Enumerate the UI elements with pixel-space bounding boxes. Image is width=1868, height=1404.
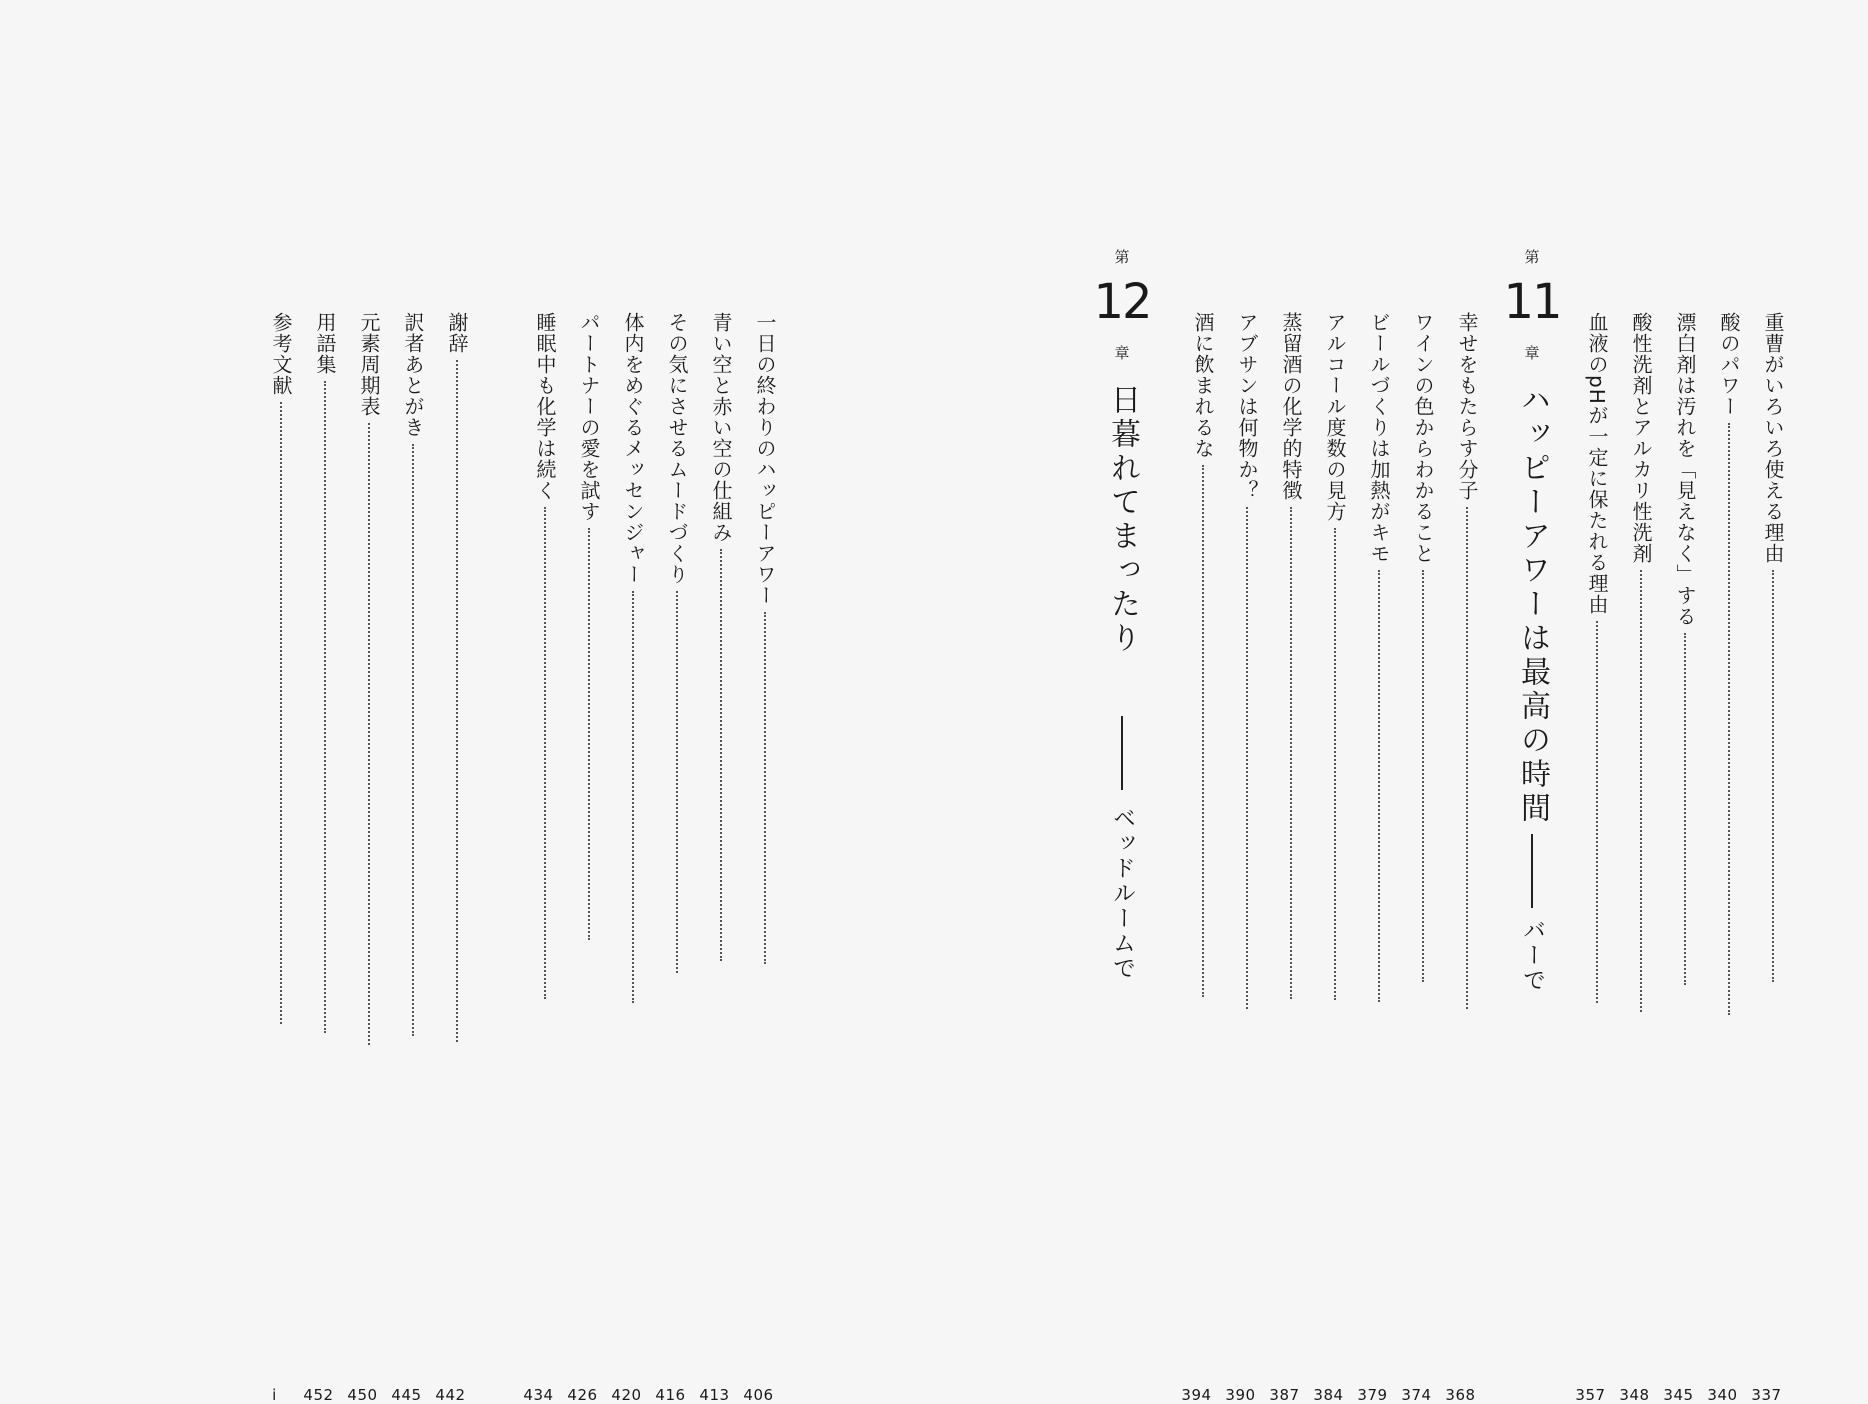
toc-entry-title: 元素周期表: [357, 312, 381, 417]
toc-entry-title: 参考文献: [269, 312, 293, 396]
dot-leader: [1422, 570, 1424, 982]
toc-page-number: 357: [1575, 1386, 1606, 1404]
dot-leader: [588, 528, 590, 940]
dot-leader: [1640, 570, 1642, 1012]
chapter-sho-label: 章: [1524, 344, 1540, 362]
toc-entry-title: 幸せをもたらす分子: [1455, 312, 1479, 501]
chapter-title: 日暮れてまったり: [1105, 384, 1140, 656]
toc-page-number: 426: [567, 1386, 598, 1404]
toc-entry[interactable]: [347, 312, 384, 1404]
toc-entry-title: 酸性洗剤とアルカリ性洗剤: [1629, 312, 1653, 564]
toc-entry[interactable]: [1707, 312, 1744, 1404]
toc-entry-title: アルコール度数の見方: [1323, 312, 1347, 522]
dot-leader: [720, 549, 722, 961]
dot-leader: [1772, 570, 1774, 982]
toc-page-number: 390: [1225, 1386, 1256, 1404]
dot-leader: [324, 381, 326, 1033]
toc-page-number: 340: [1707, 1386, 1738, 1404]
toc-entry[interactable]: [1663, 312, 1700, 1404]
toc-entry-title: ビールづくりは加熱がキモ: [1367, 312, 1391, 564]
toc-entry-title: 漂白剤は汚れを「見えなく」する: [1673, 312, 1697, 627]
toc-entry[interactable]: [1575, 312, 1612, 1404]
toc-page-number: 368: [1445, 1386, 1476, 1404]
dot-leader: [1684, 633, 1686, 985]
chapter-dai-label: 第: [1524, 248, 1540, 266]
toc-page-number: 413: [699, 1386, 730, 1404]
toc-page-number: 345: [1663, 1386, 1694, 1404]
toc-entry[interactable]: [1225, 312, 1262, 1404]
toc-page-number: 420: [611, 1386, 642, 1404]
toc-entry-title: 睡眠中も化学は続く: [533, 312, 557, 501]
toc-entry[interactable]: [1269, 312, 1306, 1404]
toc-entry[interactable]: [303, 312, 340, 1404]
dot-leader: [1290, 507, 1292, 999]
toc-page-number: 442: [435, 1386, 466, 1404]
toc-page-number: 348: [1619, 1386, 1650, 1404]
chapter-subtitle-dash: [1531, 834, 1533, 908]
dot-leader: [456, 360, 458, 1042]
toc-page-number: 379: [1357, 1386, 1388, 1404]
toc-entry[interactable]: [1357, 312, 1394, 1404]
toc-entry[interactable]: [1313, 312, 1350, 1404]
dot-leader: [368, 423, 370, 1045]
toc-entry-title: 訳者あとがき: [401, 312, 425, 438]
dot-leader: [1466, 507, 1468, 1009]
toc-page-number: 452: [303, 1386, 334, 1404]
right-page: [934, 0, 1868, 1404]
toc-page-number: 387: [1269, 1386, 1300, 1404]
toc-page-number: 337: [1751, 1386, 1782, 1404]
toc-entry[interactable]: [266, 312, 296, 1404]
dot-leader: [1334, 528, 1336, 1000]
toc-entry[interactable]: [1401, 312, 1438, 1404]
chapter-subtitle: バーで: [1519, 918, 1545, 993]
toc-entry[interactable]: [1751, 312, 1788, 1404]
toc-entry[interactable]: [699, 312, 736, 1404]
dot-leader: [412, 444, 414, 1036]
chapter-number: 12: [1093, 274, 1151, 330]
toc-entry[interactable]: [1445, 312, 1482, 1404]
toc-entry-title: 用語集: [313, 312, 337, 375]
toc-entry-title: アブサンは何物か？: [1235, 312, 1259, 501]
toc-entry[interactable]: [1619, 312, 1656, 1404]
toc-entry-title: その気にさせるムードづくり: [665, 312, 689, 585]
dot-leader: [1378, 570, 1380, 1002]
toc-entry-title: 酸のパワー: [1717, 312, 1741, 417]
toc-page-number: 406: [743, 1386, 774, 1404]
toc-entry[interactable]: [743, 312, 780, 1404]
dot-leader: [1728, 423, 1730, 1015]
dot-leader: [764, 612, 766, 964]
toc-entry-title: 青い空と赤い空の仕組み: [709, 312, 733, 543]
dot-leader: [280, 402, 282, 1024]
chapter-dai-label: 第: [1114, 248, 1130, 266]
toc-entry[interactable]: [611, 312, 648, 1404]
toc-entry-title: ワインの色からわかること: [1411, 312, 1435, 564]
toc-page-number: 384: [1313, 1386, 1344, 1404]
toc-page-number: 394: [1181, 1386, 1212, 1404]
dot-leader: [1246, 507, 1248, 1009]
dot-leader: [632, 591, 634, 1003]
chapter-11-heading: [1502, 0, 1562, 1350]
toc-page-number: 445: [391, 1386, 422, 1404]
toc-page-number: 434: [523, 1386, 554, 1404]
dot-leader: [544, 507, 546, 999]
toc-entry[interactable]: [523, 312, 560, 1404]
toc-entry[interactable]: [567, 312, 604, 1404]
toc-page-number: 450: [347, 1386, 378, 1404]
toc-page-number: 374: [1401, 1386, 1432, 1404]
toc-entry-title: 蒸留酒の化学的特徴: [1279, 312, 1303, 501]
toc-entry-title: 重曹がいろいろ使える理由: [1761, 312, 1785, 564]
dot-leader: [676, 591, 678, 973]
toc-entry-title: 血液のpHが一定に保たれる理由: [1585, 312, 1609, 615]
toc-entry[interactable]: [655, 312, 692, 1404]
toc-entry[interactable]: [1181, 312, 1218, 1404]
dot-leader: [1596, 621, 1598, 1003]
toc-entry[interactable]: [391, 312, 428, 1404]
chapter-sho-label: 章: [1114, 344, 1130, 362]
toc-entry-title: 一日の終わりのハッピーアワー: [753, 312, 777, 606]
chapter-subtitle: ベッドルームで: [1109, 806, 1135, 981]
dot-leader: [1202, 465, 1204, 997]
toc-entry-title: 酒に飲まれるな: [1191, 312, 1215, 459]
chapter-title: ハッピーアワーは最高の時間: [1515, 384, 1550, 826]
toc-page-number: i: [272, 1386, 277, 1404]
toc-entry-title: 謝辞: [445, 312, 469, 354]
toc-page-number: 416: [655, 1386, 686, 1404]
chapter-number: 11: [1503, 274, 1561, 330]
toc-entry-title: パートナーの愛を試す: [577, 312, 601, 522]
toc-entry[interactable]: [435, 312, 472, 1404]
toc-entry-title: 体内をめぐるメッセンジャー: [621, 312, 645, 585]
